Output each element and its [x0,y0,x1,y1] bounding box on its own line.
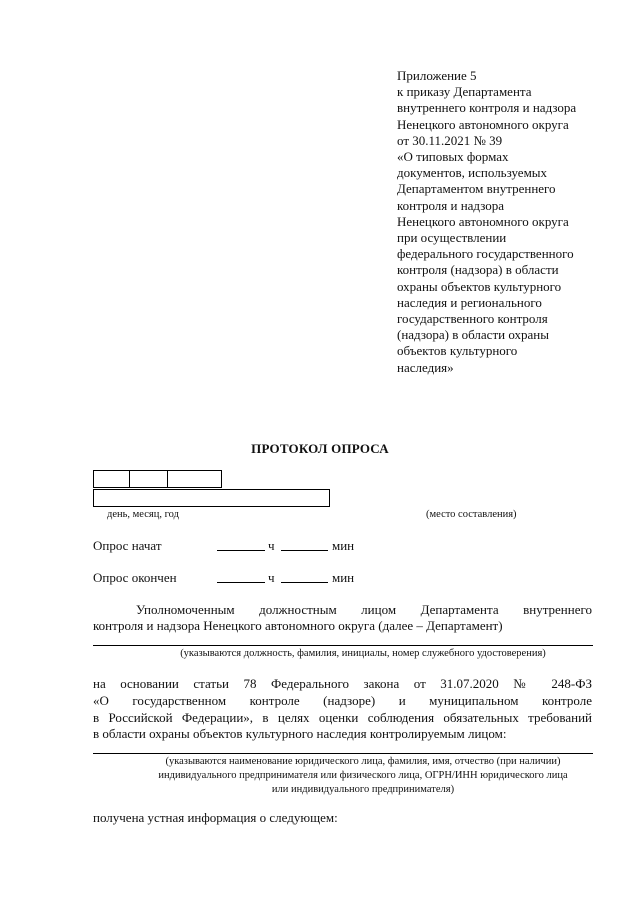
end-minutes-field[interactable] [281,571,328,583]
appendix-block [397,68,612,376]
place-caption: (место составления) [426,509,517,520]
end-minutes-unit: мин [332,570,355,585]
official-caption: (указываются должность, фамилия, инициалы, номер служебного удостоверения) [180,648,546,659]
start-hours-field[interactable] [217,539,265,551]
appendix-line: «О типовых формах [397,149,509,165]
appendix-line: Департаментом внутреннего [397,181,556,197]
appendix-line: Ненецкого автономного округа [397,213,569,229]
para1-line1: Уполномоченным должностным лицом Департамента внутреннего [136,602,592,617]
date-caption: день, месяц, год [107,509,179,520]
appendix-line: внутреннего контроля и надзора [397,100,577,116]
appendix-line: охраны объектов культурного [397,278,562,294]
official-line[interactable] [93,645,593,646]
date-year-box[interactable] [167,470,222,488]
start-minutes-unit: мин [332,538,355,553]
person-caption-line2: индивидуального предпринимателя или физического лица, ОГРН/ИНН юридического лица [158,770,568,781]
appendix-line: государственного контроля [397,311,548,327]
date-day-box[interactable] [93,470,130,488]
appendix-line: документов, используемых [397,165,548,181]
para1-line2: контроля и надзора Ненецкого автономного округа (далее – Департамент) [93,618,503,633]
appendix-line: Ненецкого автономного округа [397,116,569,132]
end-hours-field[interactable] [217,571,265,583]
appendix-line: Приложение 5 [397,68,477,83]
person-line[interactable] [93,753,593,754]
para2-line4: в области охраны объектов культурного наследия контролируемым лицом: [93,726,507,741]
end-hours-unit: ч [268,570,275,585]
appendix-line: при осуществлении [397,230,507,246]
start-hours-unit: ч [268,538,275,553]
date-month-box[interactable] [129,470,168,488]
start-label: Опрос начат [93,538,162,553]
para2-line3: в Российской Федерации», в целях оценки соблюдения обязательных требований [93,710,592,725]
appendix-line: объектов культурного [397,343,518,359]
appendix-line: наследия и регионального [397,294,542,310]
person-caption-line3: или индивидуального предпринимателя) [271,784,455,795]
document-title: ПРОТОКОЛ ОПРОСА [251,441,389,456]
start-minutes-field[interactable] [281,539,328,551]
appendix-line: контроля (надзора) в области [397,262,559,278]
para2-line1: на основании статьи 78 Федерального закона от 31.07.2020 № 248-ФЗ [93,676,592,691]
appendix-line: к приказу Департамента [397,84,532,100]
appendix-line: (надзора) в области охраны [397,327,549,343]
person-caption-line1: (указываются наименование юридического лица, фамилия, имя, отчество (при наличии) [165,756,561,767]
final-line: получена устная информация о следующем: [93,810,338,825]
appendix-line: наследия» [397,359,454,375]
appendix-line: федерального государственного [397,246,574,262]
para2-line2: «О государственном контроле (надзоре) и муниципальном контроле [93,693,592,708]
place-box[interactable] [93,489,330,507]
end-label: Опрос окончен [93,570,177,585]
appendix-line: контроля и надзора [397,197,505,213]
appendix-line: от 30.11.2021 № 39 [397,132,503,148]
